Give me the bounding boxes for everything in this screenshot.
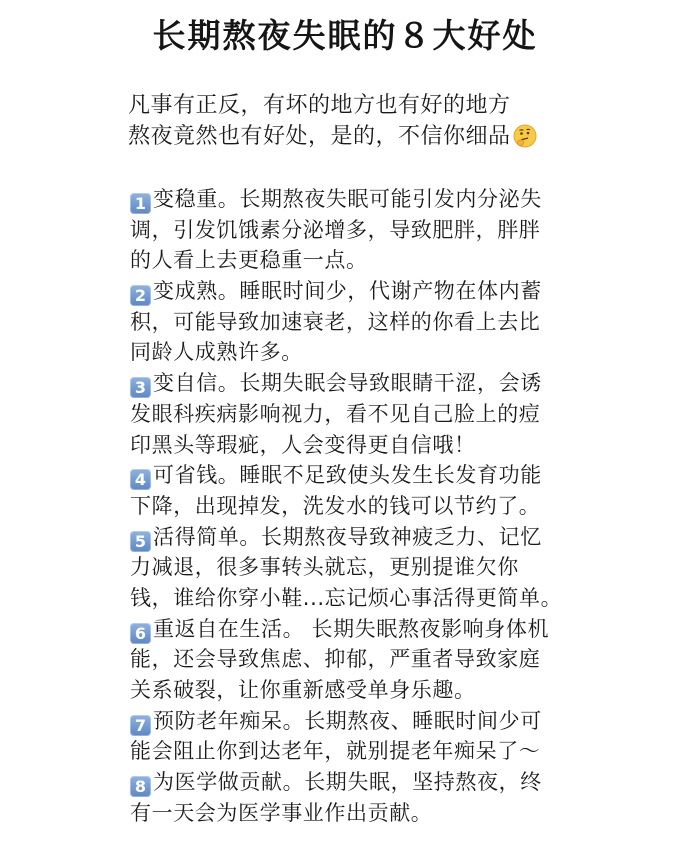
list-item-text: 能会阻止你到达老年，就别提老年痴呆了～: [130, 739, 541, 764]
number-badge-icon: 6: [130, 623, 151, 644]
list-item-text: 发眼科疾病影响视力，看不见自己脸上的痘: [130, 401, 541, 426]
list-item-text: 关系破裂，让你重新感受单身乐趣。: [130, 678, 476, 702]
list-item-line: [130, 399, 570, 430]
list-item-text: 的人看上去更稳重一点。: [130, 248, 368, 273]
list-item-text: 调，引发饥饿素分泌增多，导致肥胖，胖胖: [130, 217, 541, 242]
list-item-text: 力减退，很多事转头就忘，更别提谁欠你: [130, 555, 519, 580]
list-item-text: 下降，出现掉发，洗发水的钱可以节约了。: [130, 493, 541, 518]
list-item-text: 活得简单。长期熬夜导致神疲乏力、记忆: [153, 524, 542, 549]
list-item-text: 印黑头等瑕疵，人会变得更自信哦！: [130, 432, 476, 457]
list-item-line: [130, 644, 570, 675]
list-item-line: [130, 522, 570, 553]
number-badge-icon: 4: [130, 469, 151, 490]
list-item-text: 能，还会导致焦虑、抑郁，严重者导致家庭: [130, 647, 541, 672]
list-item-line: [130, 583, 570, 614]
number-badge-icon: 3: [130, 377, 151, 398]
list-item-line: [130, 368, 570, 399]
number-badge-icon: 5: [130, 531, 151, 552]
list-item-line: [130, 307, 570, 338]
number-badge-icon: 1: [130, 193, 151, 214]
list-item-line: [130, 767, 570, 798]
list-item-text: 变成熟。睡眠时间少，代谢产物在体内蓄: [153, 279, 542, 304]
intro-text-2: 熬夜竟然也有好处，是的，不信你细品: [128, 124, 511, 149]
intro-paragraph: [128, 90, 648, 157]
benefits-list: [130, 184, 570, 828]
intro-text-1: 凡事有正反，有坏的地方也有好的地方: [128, 93, 511, 118]
article-title: 长期熬夜失眠的８大好处: [152, 16, 538, 55]
list-item-text: 变稳重。长期熬夜失眠可能引发内分泌失: [153, 187, 542, 211]
list-item-line: [130, 215, 570, 246]
list-item-line: [130, 736, 570, 767]
intro-line-1: [128, 90, 648, 121]
list-item-text: 可省钱。睡眠不足致使头发生长发育功能: [153, 463, 542, 488]
list-item-text: 钱，谁给你穿小鞋...忘记烦心事活得更简单。: [130, 585, 563, 610]
list-item-text: 同龄人成熟许多。: [130, 340, 303, 365]
list-item-text: 为医学做贡献。长期失眠，坚持熬夜，终: [153, 770, 542, 795]
list-item-line: [130, 675, 570, 706]
list-item-line: [130, 245, 570, 276]
list-item-text: 预防老年痴呆。长期熬夜、睡眠时间少可: [153, 708, 542, 733]
thinking-face-emoji-icon: [513, 124, 537, 157]
list-item-line: [130, 184, 570, 215]
number-badge-icon: 8: [130, 776, 151, 797]
list-item-line: [130, 491, 570, 522]
list-item-line: [130, 798, 570, 829]
list-item-line: [130, 337, 570, 368]
list-item-text: 积，可能导致加速衰老，这样的你看上去比: [130, 309, 541, 334]
list-item-line: [130, 430, 570, 461]
list-item-text: 重返自在生活。 长期失眠熬夜影响身体机: [153, 616, 550, 641]
list-item-line: [130, 552, 570, 583]
list-item-text: 有一天会为医学事业作出贡献。: [130, 800, 433, 825]
intro-line-2: [128, 121, 648, 157]
list-item-line: [130, 276, 570, 307]
list-item-line: [130, 460, 570, 491]
list-item-line: [130, 614, 570, 645]
list-item-text: 变自信。长期失眠会导致眼睛干涩，会诱: [153, 371, 542, 396]
number-badge-icon: 2: [130, 285, 151, 306]
number-badge-icon: 7: [130, 715, 151, 736]
list-item-line: [130, 706, 570, 737]
